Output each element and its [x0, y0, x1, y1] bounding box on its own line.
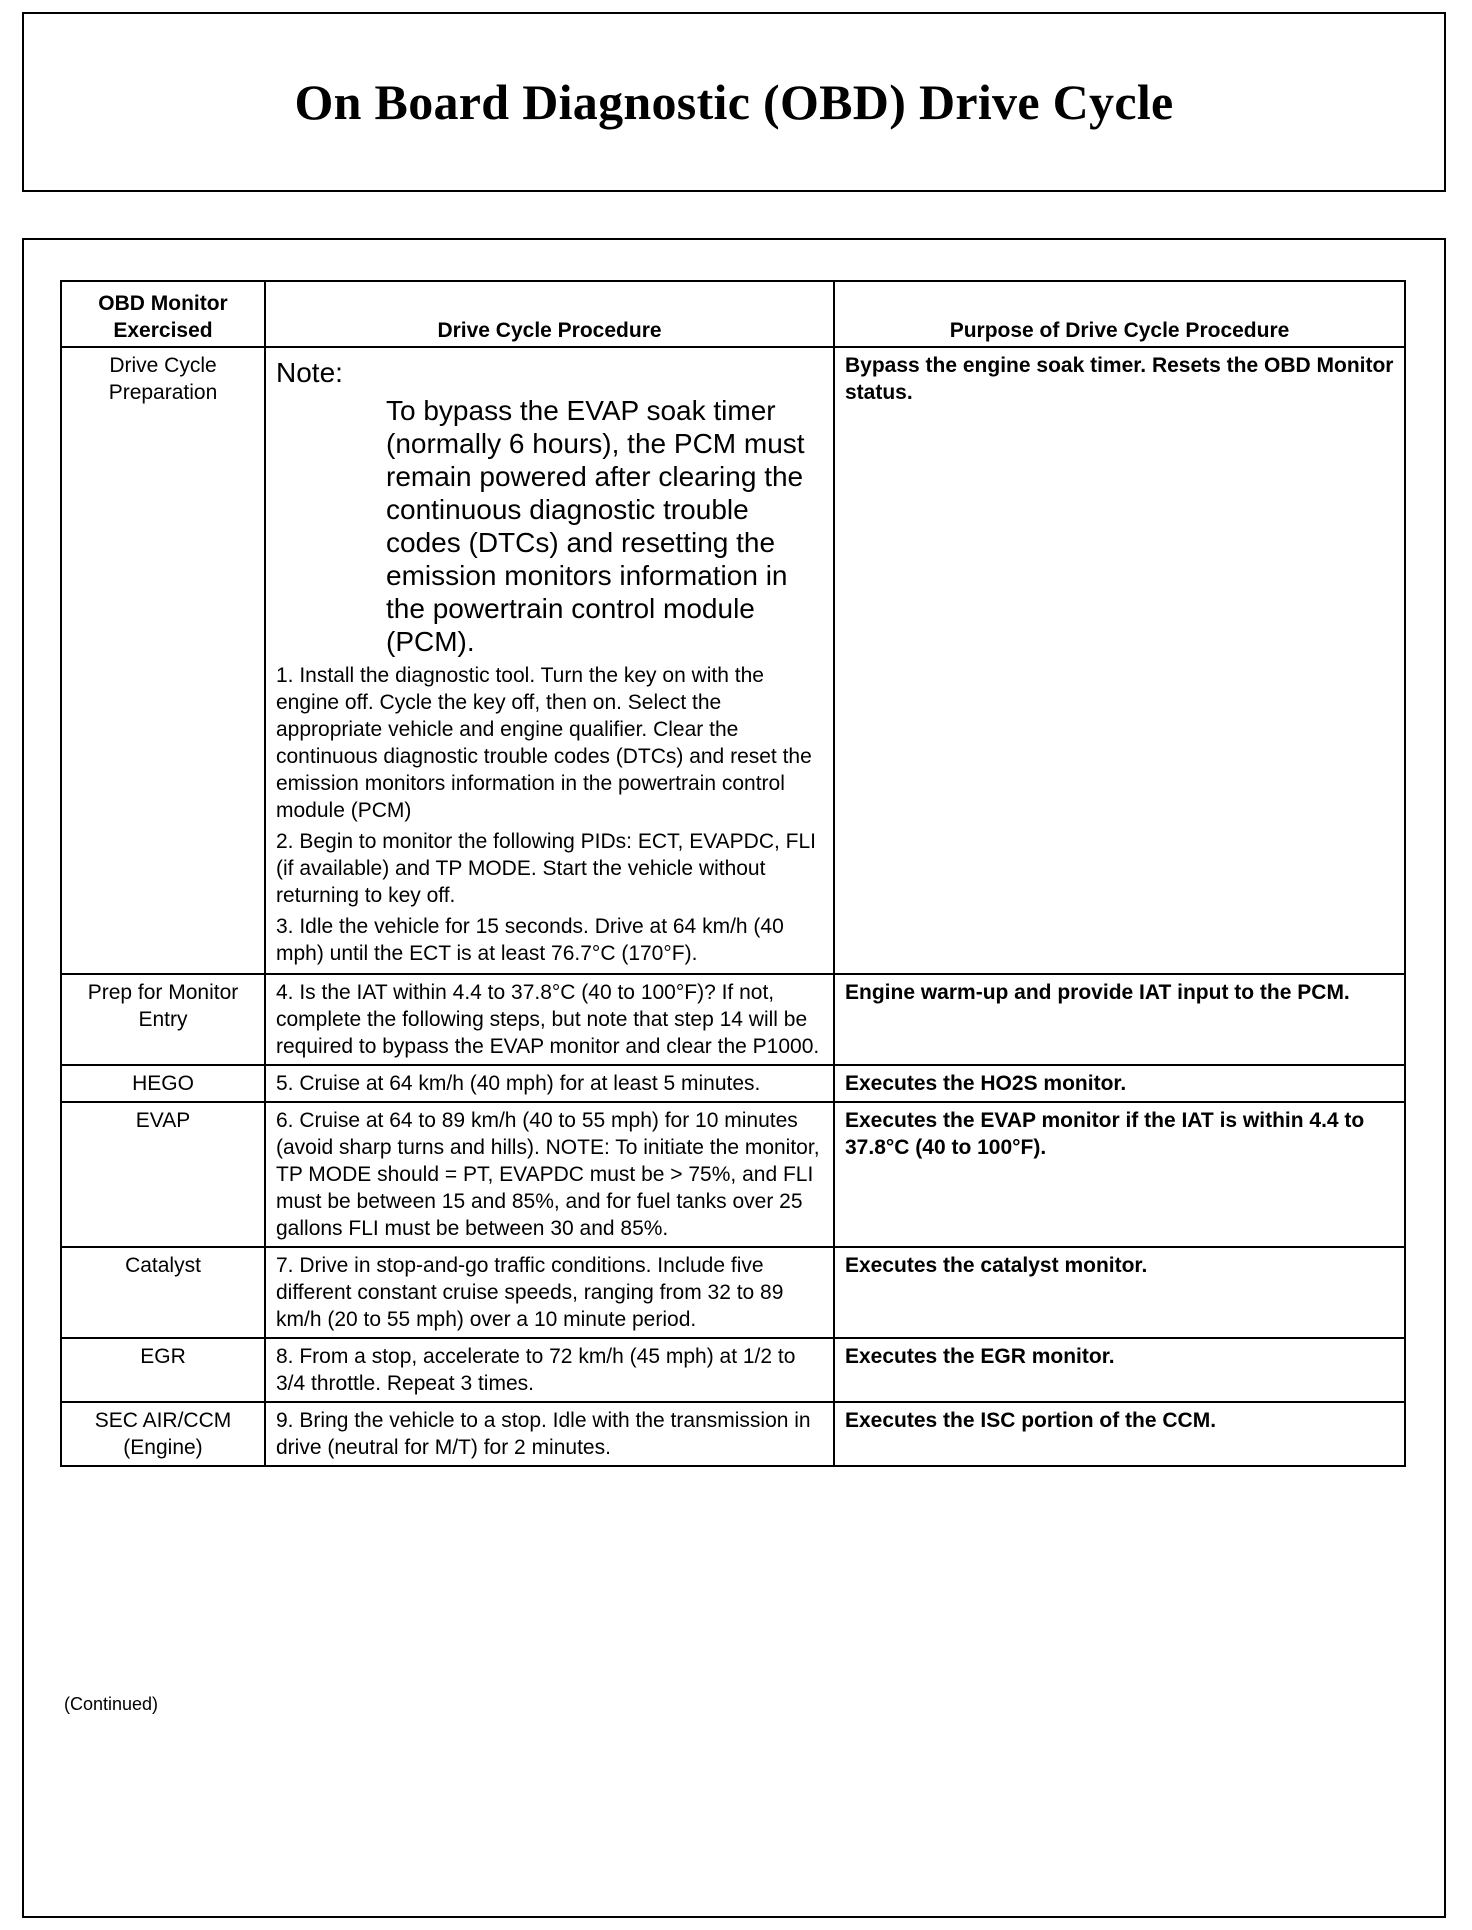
table-row — [61, 1065, 1405, 1102]
purpose-cell: Executes the EVAP monitor if the IAT is within 4.4 to 37.8°C (40 to 100°F). — [834, 1102, 1405, 1247]
procedure-cell: 4. Is the IAT within 4.4 to 37.8°C (40 to 100°F)? If not, complete the following steps, but note that step 14 will be required to bypass the EVAP monitor and clear the P1000. — [265, 974, 834, 1065]
page-title: On Board Diagnostic (OBD) Drive Cycle — [294, 74, 1174, 130]
header-procedure: Drive Cycle Procedure — [265, 281, 834, 347]
monitor-cell: Prep for Monitor Entry — [61, 974, 265, 1065]
header-monitor: OBD Monitor Exercised — [61, 281, 265, 347]
note-label: Note: — [276, 357, 343, 388]
procedure-cell: 6. Cruise at 64 to 89 km/h (40 to 55 mph) for 10 minutes (avoid sharp turns and hills). NOTE: To initiate the monitor, TP MODE should = PT, EVAPDC must be > 75%, and FLI must be between 15 and 85%, and for fuel tanks over 25 gallons FLI must be between 30 and 85%. — [265, 1102, 834, 1247]
purpose-cell: Executes the catalyst monitor. — [834, 1247, 1405, 1338]
procedure-cell: 8. From a stop, accelerate to 72 km/h (45 mph) at 1/2 to 3/4 throttle. Repeat 3 times. — [265, 1338, 834, 1402]
header-purpose: Purpose of Drive Cycle Procedure — [834, 281, 1405, 347]
procedure-step: 1. Install the diagnostic tool. Turn the key on with the engine off. Cycle the key off, then on. Select the appropriate vehicle and engine qualifier. Clear the continuous diagnostic trouble codes (DTCs) and reset the emission monitors information in the powertrain control module (PCM) — [276, 664, 812, 822]
procedure-cell — [265, 347, 834, 974]
procedure-cell: 7. Drive in stop-and-go traffic conditions. Include five different constant cruise speeds, ranging from 32 to 89 km/h (20 to 55 mph) over a 10 minute period. — [265, 1247, 834, 1338]
purpose-cell: Executes the HO2S monitor. — [834, 1065, 1405, 1102]
purpose-cell: Engine warm-up and provide IAT input to the PCM. — [834, 974, 1405, 1065]
table-row — [61, 1247, 1405, 1338]
procedure-cell: 9. Bring the vehicle to a stop. Idle with the transmission in drive (neutral for M/T) for 2 minutes. — [265, 1402, 834, 1466]
monitor-cell: EGR — [61, 1338, 265, 1402]
monitor-cell: EVAP — [61, 1102, 265, 1247]
purpose-cell: Bypass the engine soak timer. Resets the OBD Monitor status. — [834, 347, 1405, 974]
drive-cycle-table — [60, 280, 1406, 1467]
procedure-step: 3. Idle the vehicle for 15 seconds. Drive at 64 km/h (40 mph) until the ECT is at least 76.7°C (170°F). — [276, 915, 784, 965]
table-row — [61, 1338, 1405, 1402]
note-text: To bypass the EVAP soak timer (normally 6 hours), the PCM must remain powered after clearing the continuous diagnostic trouble codes (DTCs) and resetting the emission monitors information in the powertrain control module (PCM). — [386, 395, 805, 657]
table-row — [61, 1102, 1405, 1247]
procedure-cell: 5. Cruise at 64 km/h (40 mph) for at least 5 minutes. — [265, 1065, 834, 1102]
purpose-cell: Executes the ISC portion of the CCM. — [834, 1402, 1405, 1466]
continued-label: (Continued) — [64, 1694, 159, 1714]
title-box — [22, 12, 1446, 192]
procedure-step: 2. Begin to monitor the following PIDs: ECT, EVAPDC, FLI (if available) and TP MODE. Start the vehicle without returning to key off. — [276, 830, 817, 907]
monitor-cell: Drive Cycle Preparation — [61, 347, 265, 974]
header-row — [61, 281, 1405, 347]
table-frame — [22, 238, 1446, 1918]
table-row — [61, 974, 1405, 1065]
table-row — [61, 1402, 1405, 1466]
table-row — [61, 347, 1405, 974]
monitor-cell: SEC AIR/CCM (Engine) — [61, 1402, 265, 1466]
monitor-cell: Catalyst — [61, 1247, 265, 1338]
purpose-cell: Executes the EGR monitor. — [834, 1338, 1405, 1402]
monitor-cell: HEGO — [61, 1065, 265, 1102]
